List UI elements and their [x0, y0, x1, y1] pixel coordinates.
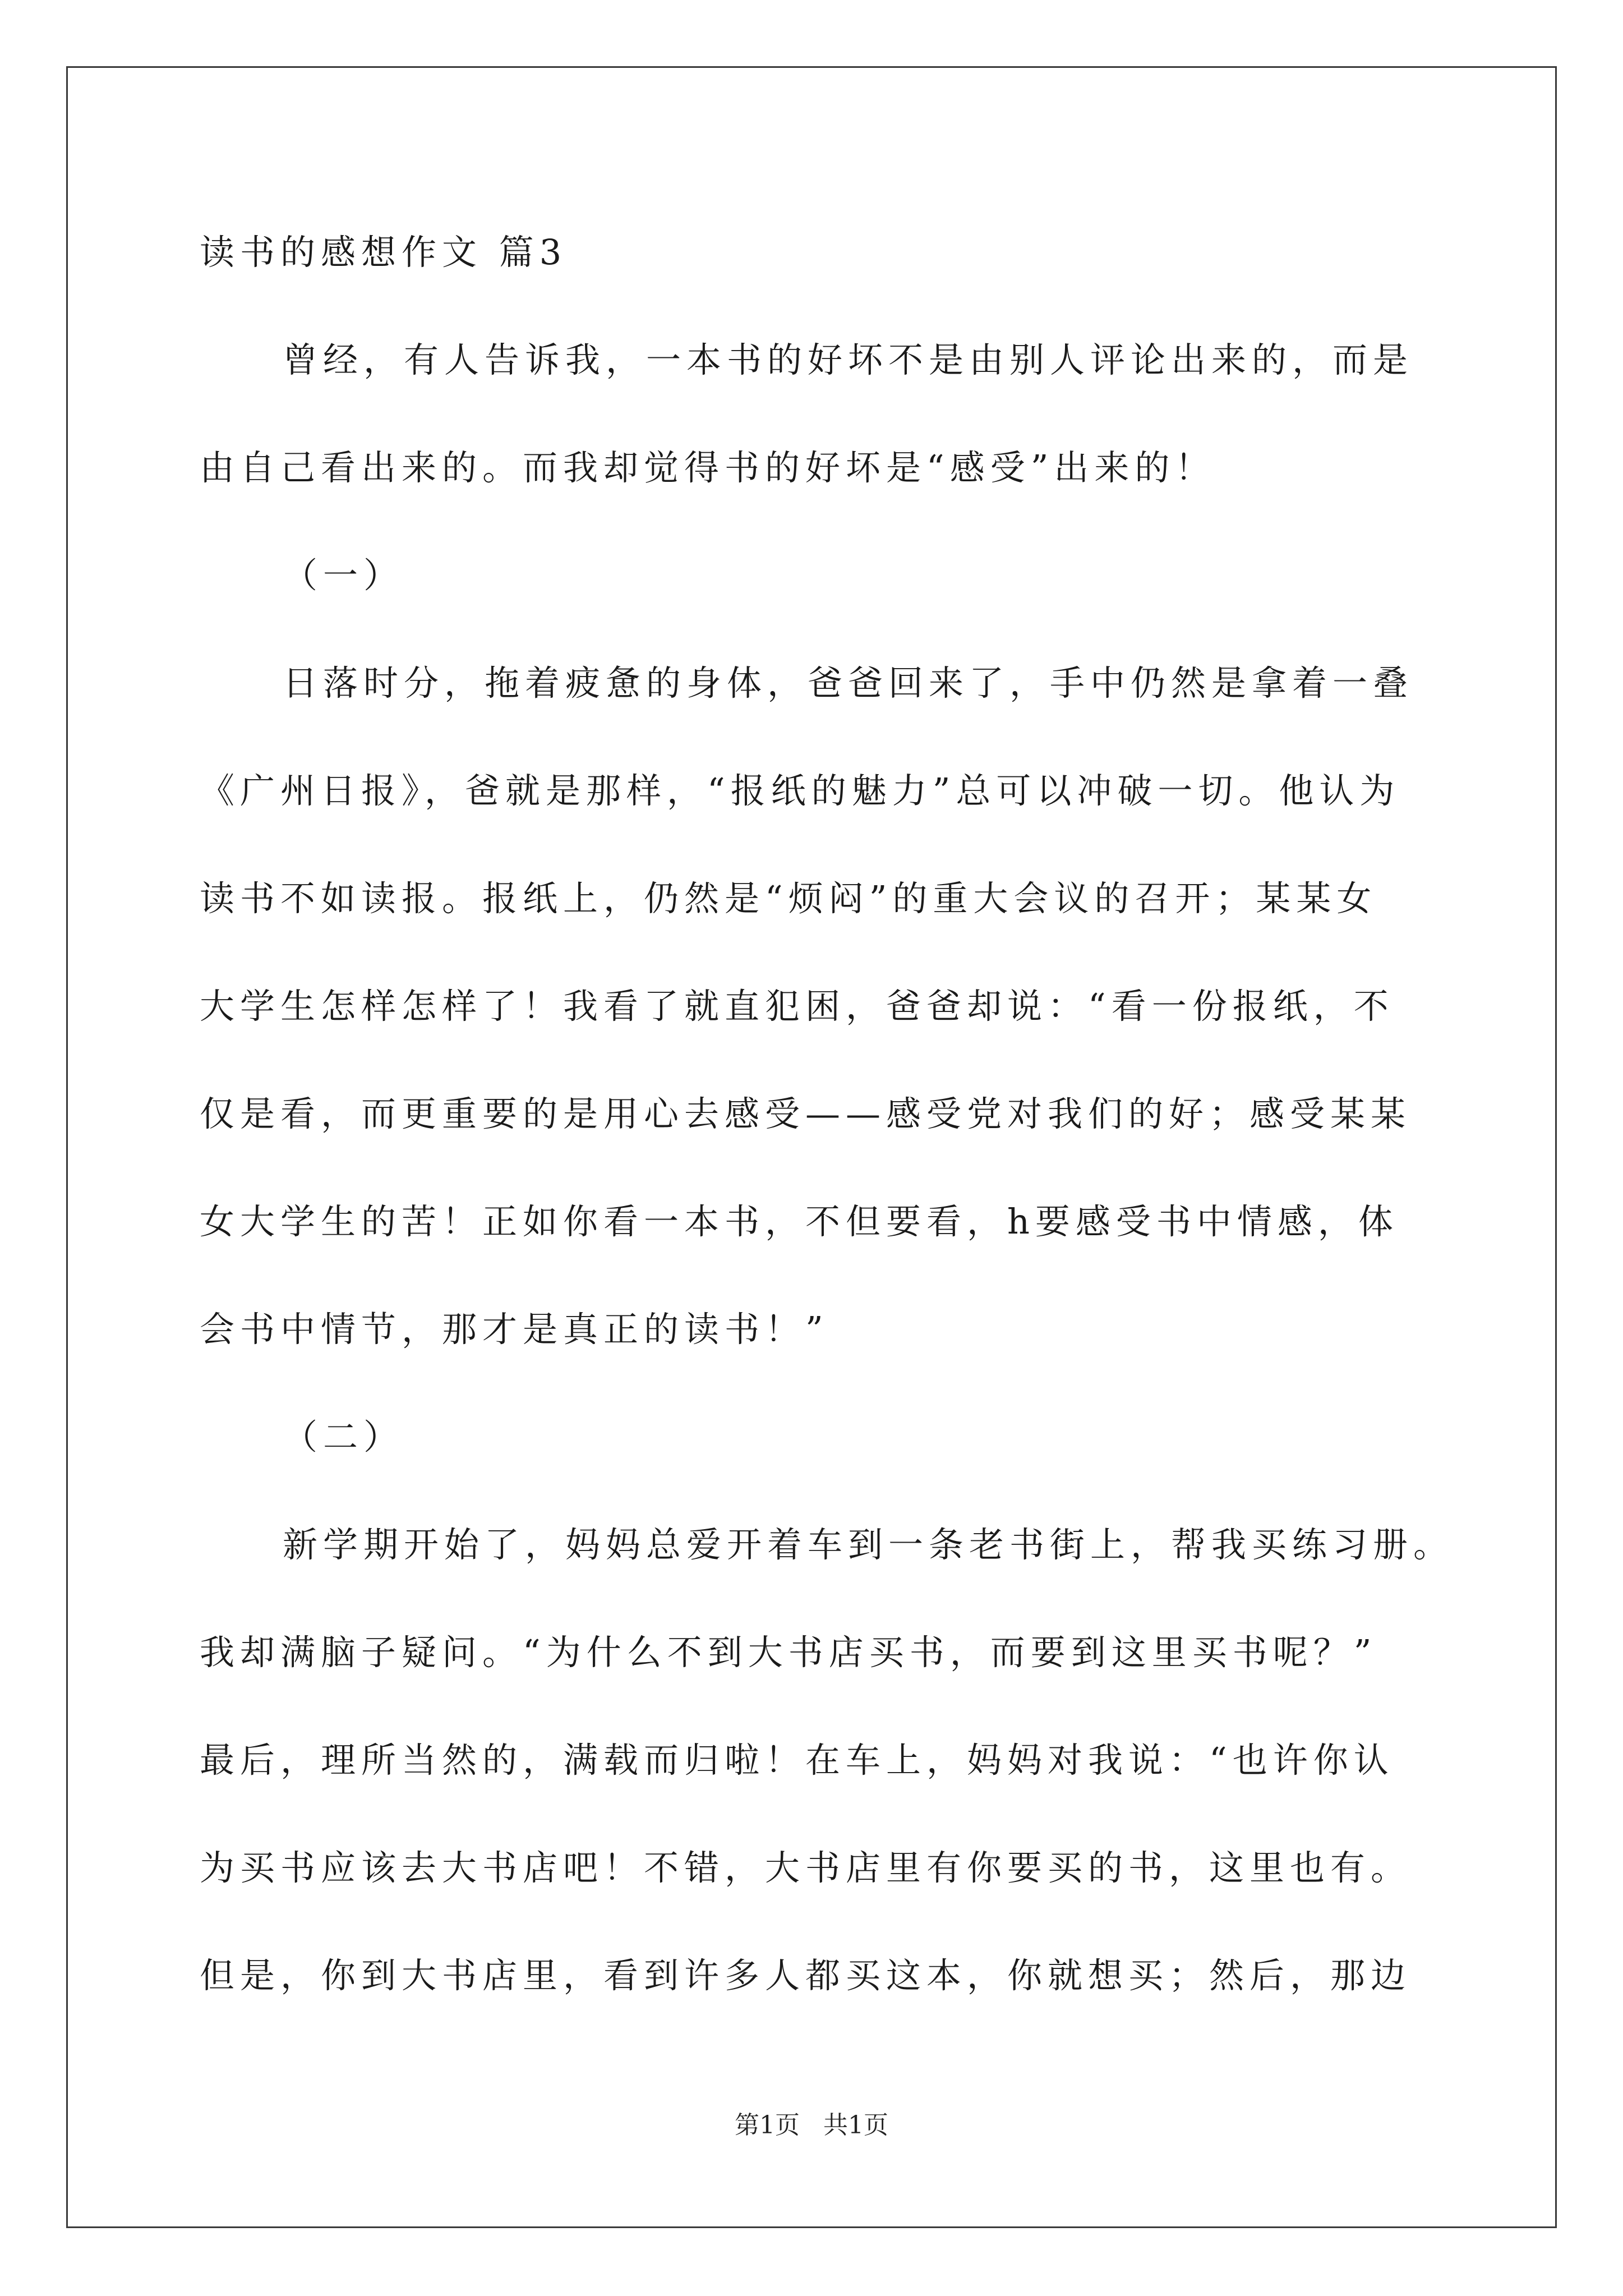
- page-total: 共1页: [823, 2111, 888, 2139]
- text-line: （一）: [283, 555, 404, 596]
- text-line: 大学生怎样怎样了！我看了就直犯困，爸爸却说：“看一份报纸，不: [200, 986, 1394, 1027]
- text-line: 仅是看，而更重要的是用心去感受——感受党对我们的好；感受某某: [200, 1093, 1412, 1134]
- text-line: 我却满脑子疑问。“为什么不到大书店买书，而要到这里买书呢？”: [200, 1632, 1377, 1673]
- text-line: 读书不如读报。报纸上，仍然是“烦闷”的重大会议的召开；某某女: [200, 878, 1377, 919]
- text-line: 会书中情节，那才是真正的读书！”: [200, 1309, 829, 1350]
- page-number: 第1页: [735, 2111, 800, 2139]
- text-line: 曾经，有人告诉我，一本书的好坏不是由别人评论出来的，而是: [283, 339, 1414, 380]
- text-line: 为买书应该去大书店吧！不错，大书店里有你要买的书，这里也有。: [200, 1847, 1412, 1888]
- text-line: 《广州日报》，爸就是那样，“报纸的魅力”总可以冲破一切。他认为: [200, 770, 1400, 811]
- text-line: 日落时分，拖着疲惫的身体，爸爸回来了，手中仍然是拿着一叠: [283, 662, 1414, 703]
- text-line: 新学期开始了，妈妈总爱开着车到一条老书街上，帮我买练习册。: [283, 1524, 1454, 1565]
- text-line: 由自己看出来的。而我却觉得书的好坏是“感受”出来的！: [200, 447, 1216, 488]
- page-footer: [0, 2105, 1623, 2141]
- document-body: [200, 222, 1454, 2053]
- text-line: 但是，你到大书店里，看到许多人都买这本，你就想买；然后，那边: [200, 1955, 1412, 1996]
- document-title: 读书的感想作文 篇3: [200, 232, 568, 273]
- text-line: （二）: [283, 1416, 404, 1457]
- text-line: 最后，理所当然的，满载而归啦！在车上，妈妈对我说：“也许你认: [200, 1740, 1394, 1780]
- text-line: 女大学生的苦！正如你看一本书，不但要看，h要感受书中情感，体: [200, 1201, 1399, 1242]
- footer-spacer: [800, 2111, 823, 2139]
- paragraph-lines: [200, 329, 1454, 2053]
